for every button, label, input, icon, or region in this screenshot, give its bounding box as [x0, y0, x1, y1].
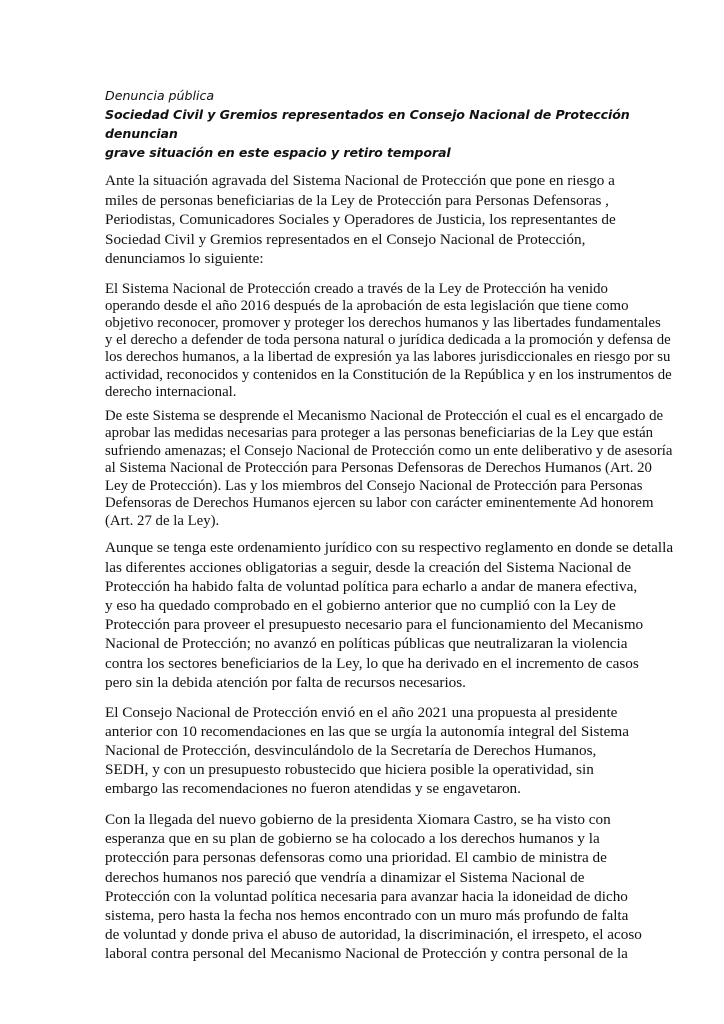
- text-line: objetivo reconocer, promover y proteger los derechos humanos y las libertades fundamentales: [105, 314, 661, 331]
- text-line: anterior con 10 recomendaciones en las que se urgía la autonomía integral del Sistema: [105, 723, 629, 741]
- text-line: miles de personas beneficiarias de la Ley de Protección para Personas Defensoras ,: [105, 191, 609, 209]
- text-line: los derechos humanos, a la libertad de expresión ya las labores jurisdiccionales en riesgo por su: [105, 349, 671, 366]
- headline-line: Sociedad Civil y Gremios representados en Consejo Nacional de Protección denuncian: [105, 107, 630, 141]
- text-line: contra los sectores beneficiarios de la Ley, lo que ha derivado en el incremento de casos: [105, 654, 639, 672]
- document-header: [105, 86, 635, 162]
- text-line: Con la llegada del nuevo gobierno de la presidenta Xiomara Castro, se ha visto con: [105, 811, 611, 829]
- kicker: Denuncia pública: [105, 88, 215, 103]
- text-line: Defensoras de Derechos Humanos ejercen su labor con carácter eminentemente Ad honorem: [105, 495, 654, 512]
- text-line: las diferentes acciones obligatorias a seguir, desde la creación del Sistema Nacional de: [105, 558, 632, 576]
- text-line: al Sistema Nacional de Protección para Personas Defensoras de Derechos Humanos (Art. 20: [105, 460, 652, 477]
- headline-line: grave situación en este espacio y retiro temporal: [105, 145, 451, 160]
- headline: [105, 105, 635, 162]
- text-line: Nacional de Protección, desvinculándolo de la Secretaría de Derechos Humanos,: [105, 742, 597, 760]
- text-line: aprobar las medidas necesarias para proteger a las personas beneficiarias de la Ley que están: [105, 425, 654, 442]
- text-line: denunciamos lo siguiente:: [105, 250, 264, 267]
- text-line: actividad, reconocidos y contenidos en la Constitución de la República y en los instrumentos de: [105, 366, 672, 383]
- text-line: Periodistas, Comunicadores Sociales y Operadores de Justicia, los representantes de: [105, 211, 616, 228]
- text-line: Protección para proveer el presupuesto necesario para el funcionamiento del Mecanismo: [105, 616, 644, 634]
- text-line: embargo las recomendaciones no fueron atendidas y se engavetaron.: [105, 780, 521, 798]
- text-line: Aunque se tenga este ordenamiento jurídico con su respectivo reglamento en donde se detalla: [105, 539, 674, 557]
- text-line: operando desde el año 2016 después de la aprobación de esta legislación que tiene como: [105, 297, 629, 314]
- text-line: esperanza que en su plan de gobierno se ha colocado a los derechos humanos y la: [105, 830, 600, 848]
- text-line: derechos humanos nos pareció que vendría a dinamizar el Sistema Nacional de: [105, 868, 585, 886]
- text-line: Ley de Protección). Las y los miembros del Consejo Nacional de Protección para Personas: [105, 477, 643, 494]
- text-line: protección para personas defensoras como una prioridad. El cambio de ministra de: [105, 849, 607, 867]
- text-line: y el derecho a defender de toda persona natural o jurídica dedicada a la promoción y defensa de: [105, 332, 671, 349]
- text-line: Nacional de Protección; no avanzó en políticas públicas que neutralizaran la violencia: [105, 635, 628, 653]
- text-line: El Consejo Nacional de Protección envió en el año 2021 una propuesta al presidente: [105, 704, 618, 722]
- text-line: y eso ha quedado comprobado en el gobierno anterior que no cumplió con la Ley de: [105, 597, 616, 615]
- text-line: de voluntad y donde priva el abuso de autoridad, la discriminación, el irrespeto, el acoso: [105, 926, 642, 944]
- text-line: sufriendo amenazas; el Consejo Nacional de Protección como un ente deliberativo y de asesoría: [105, 442, 673, 459]
- text-line: Sociedad Civil y Gremios representados en el Consejo Nacional de Protección,: [105, 230, 586, 248]
- paragraph-mechanism: [105, 407, 673, 531]
- paragraph-system: [105, 280, 672, 401]
- text-line: (Art. 27 de la Ley).: [105, 512, 220, 529]
- text-line: laboral contra personal del Mecanismo Nacional de Protección y contra personal de la: [105, 945, 628, 963]
- text-line: sistema, pero hasta la fecha nos hemos encontrado con un muro más profundo de falta: [105, 907, 629, 925]
- text-line: pero sin la debida atención por falta de recursos necesarios.: [105, 673, 466, 691]
- paragraph-new-government: [105, 810, 642, 964]
- text-line: SEDH, y con un presupuesto robustecido que hiciera posible la operatividad, sin: [105, 761, 594, 779]
- text-line: derecho internacional.: [105, 383, 237, 400]
- document-body: [105, 171, 674, 964]
- text-line: Ante la situación agravada del Sistema Nacional de Protección que pone en riesgo a: [105, 172, 615, 189]
- paragraph-proposal: [105, 703, 629, 798]
- text-line: Protección con la voluntad política necesaria para avanzar hacia la idoneidad de dicho: [105, 887, 628, 905]
- text-line: El Sistema Nacional de Protección creado a través de la Ley de Protección ha venido: [105, 280, 608, 297]
- text-line: Protección ha habido falta de voluntad política para echarlo a andar de manera efectiva,: [105, 577, 638, 595]
- paragraph-regulation: [105, 538, 674, 692]
- paragraph-intro: [105, 171, 625, 269]
- text-line: De este Sistema se desprende el Mecanismo Nacional de Protección el cual es el encargado de: [105, 407, 664, 424]
